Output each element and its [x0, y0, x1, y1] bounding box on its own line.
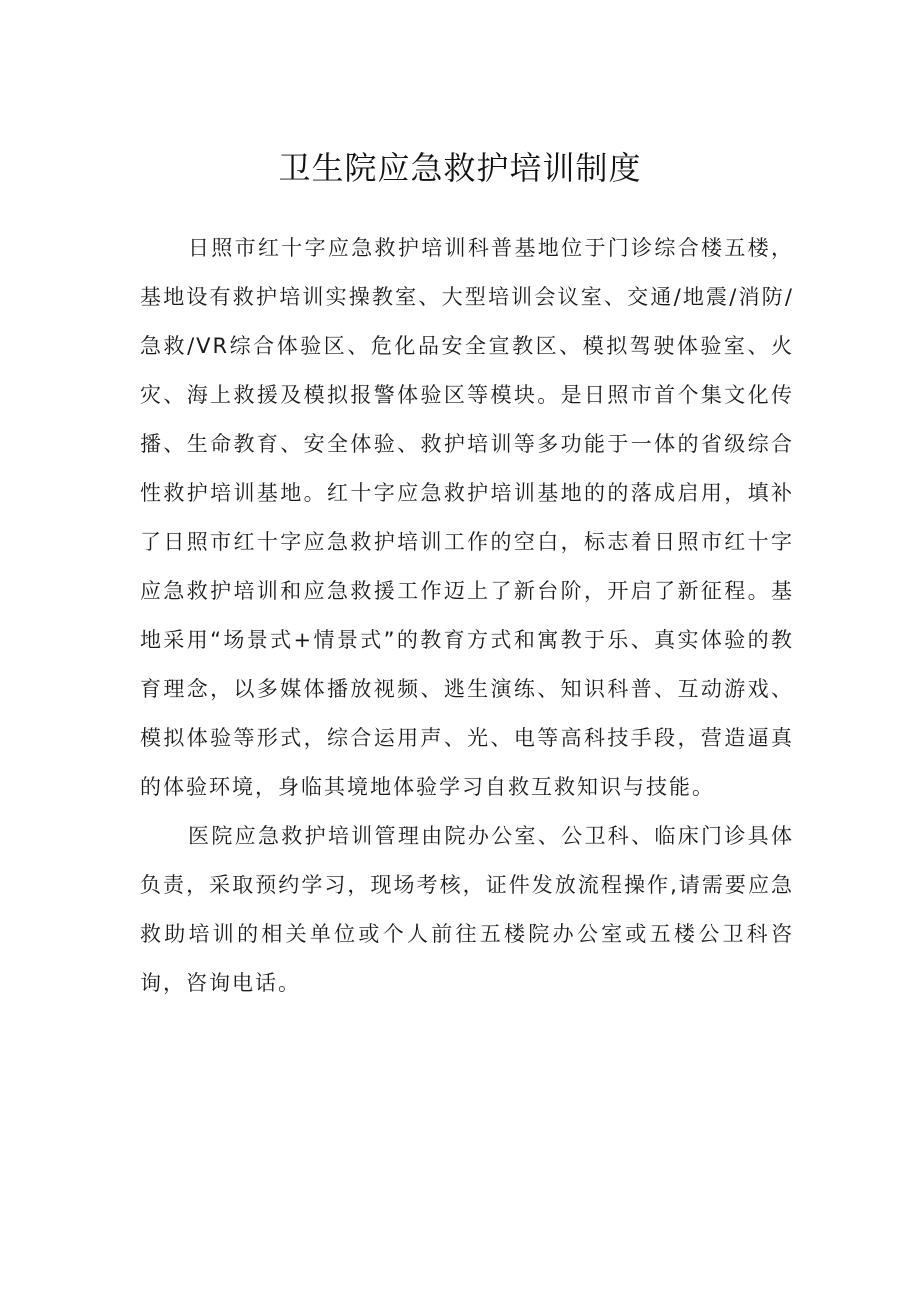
paragraph-training-management: 医院应急救护培训管理由院办公室、公卫科、临床门诊具体负责，采取预约学习，现场考核，证件发放流程操作,请需要应急救助培训的相关单位或个人前往五楼院办公室或五楼公卫科咨询，咨询电话。	[140, 824, 794, 995]
document-body	[140, 224, 794, 1008]
paragraph-base-introduction: 日照市红十字应急救护培训科普基地位于门诊综合楼五楼，基地设有救护培训实操教室、大型培训会议室、交通/地震/消防/急救/VR综合体验区、危化品安全宣教区、模拟驾驶体验室、火灾、海上救援及模拟报警体验区等模块。是日照市首个集文化传播、生命教育、安全体验、救护培训等多功能于一体的省级综合性救护培训基地。红十字应急救护培训基地的的落成启用，填补了日照市红十字应急救护培训工作的空白，标志着日照市红十字应急救护培训和应急救援工作迈上了新台阶，开启了新征程。基地采用“场景式+情景式”的教育方式和寓教于乐、真实体验的教育理念，以多媒体播放视频、逃生演练、知识科普、互动游戏、模拟体验等形式，综合运用声、光、电等高科技手段，营造逼真的体验环境，身临其境地体验学习自救互救知识与技能。	[140, 236, 794, 799]
document-title: 卫生院应急救护培训制度	[278, 149, 642, 187]
